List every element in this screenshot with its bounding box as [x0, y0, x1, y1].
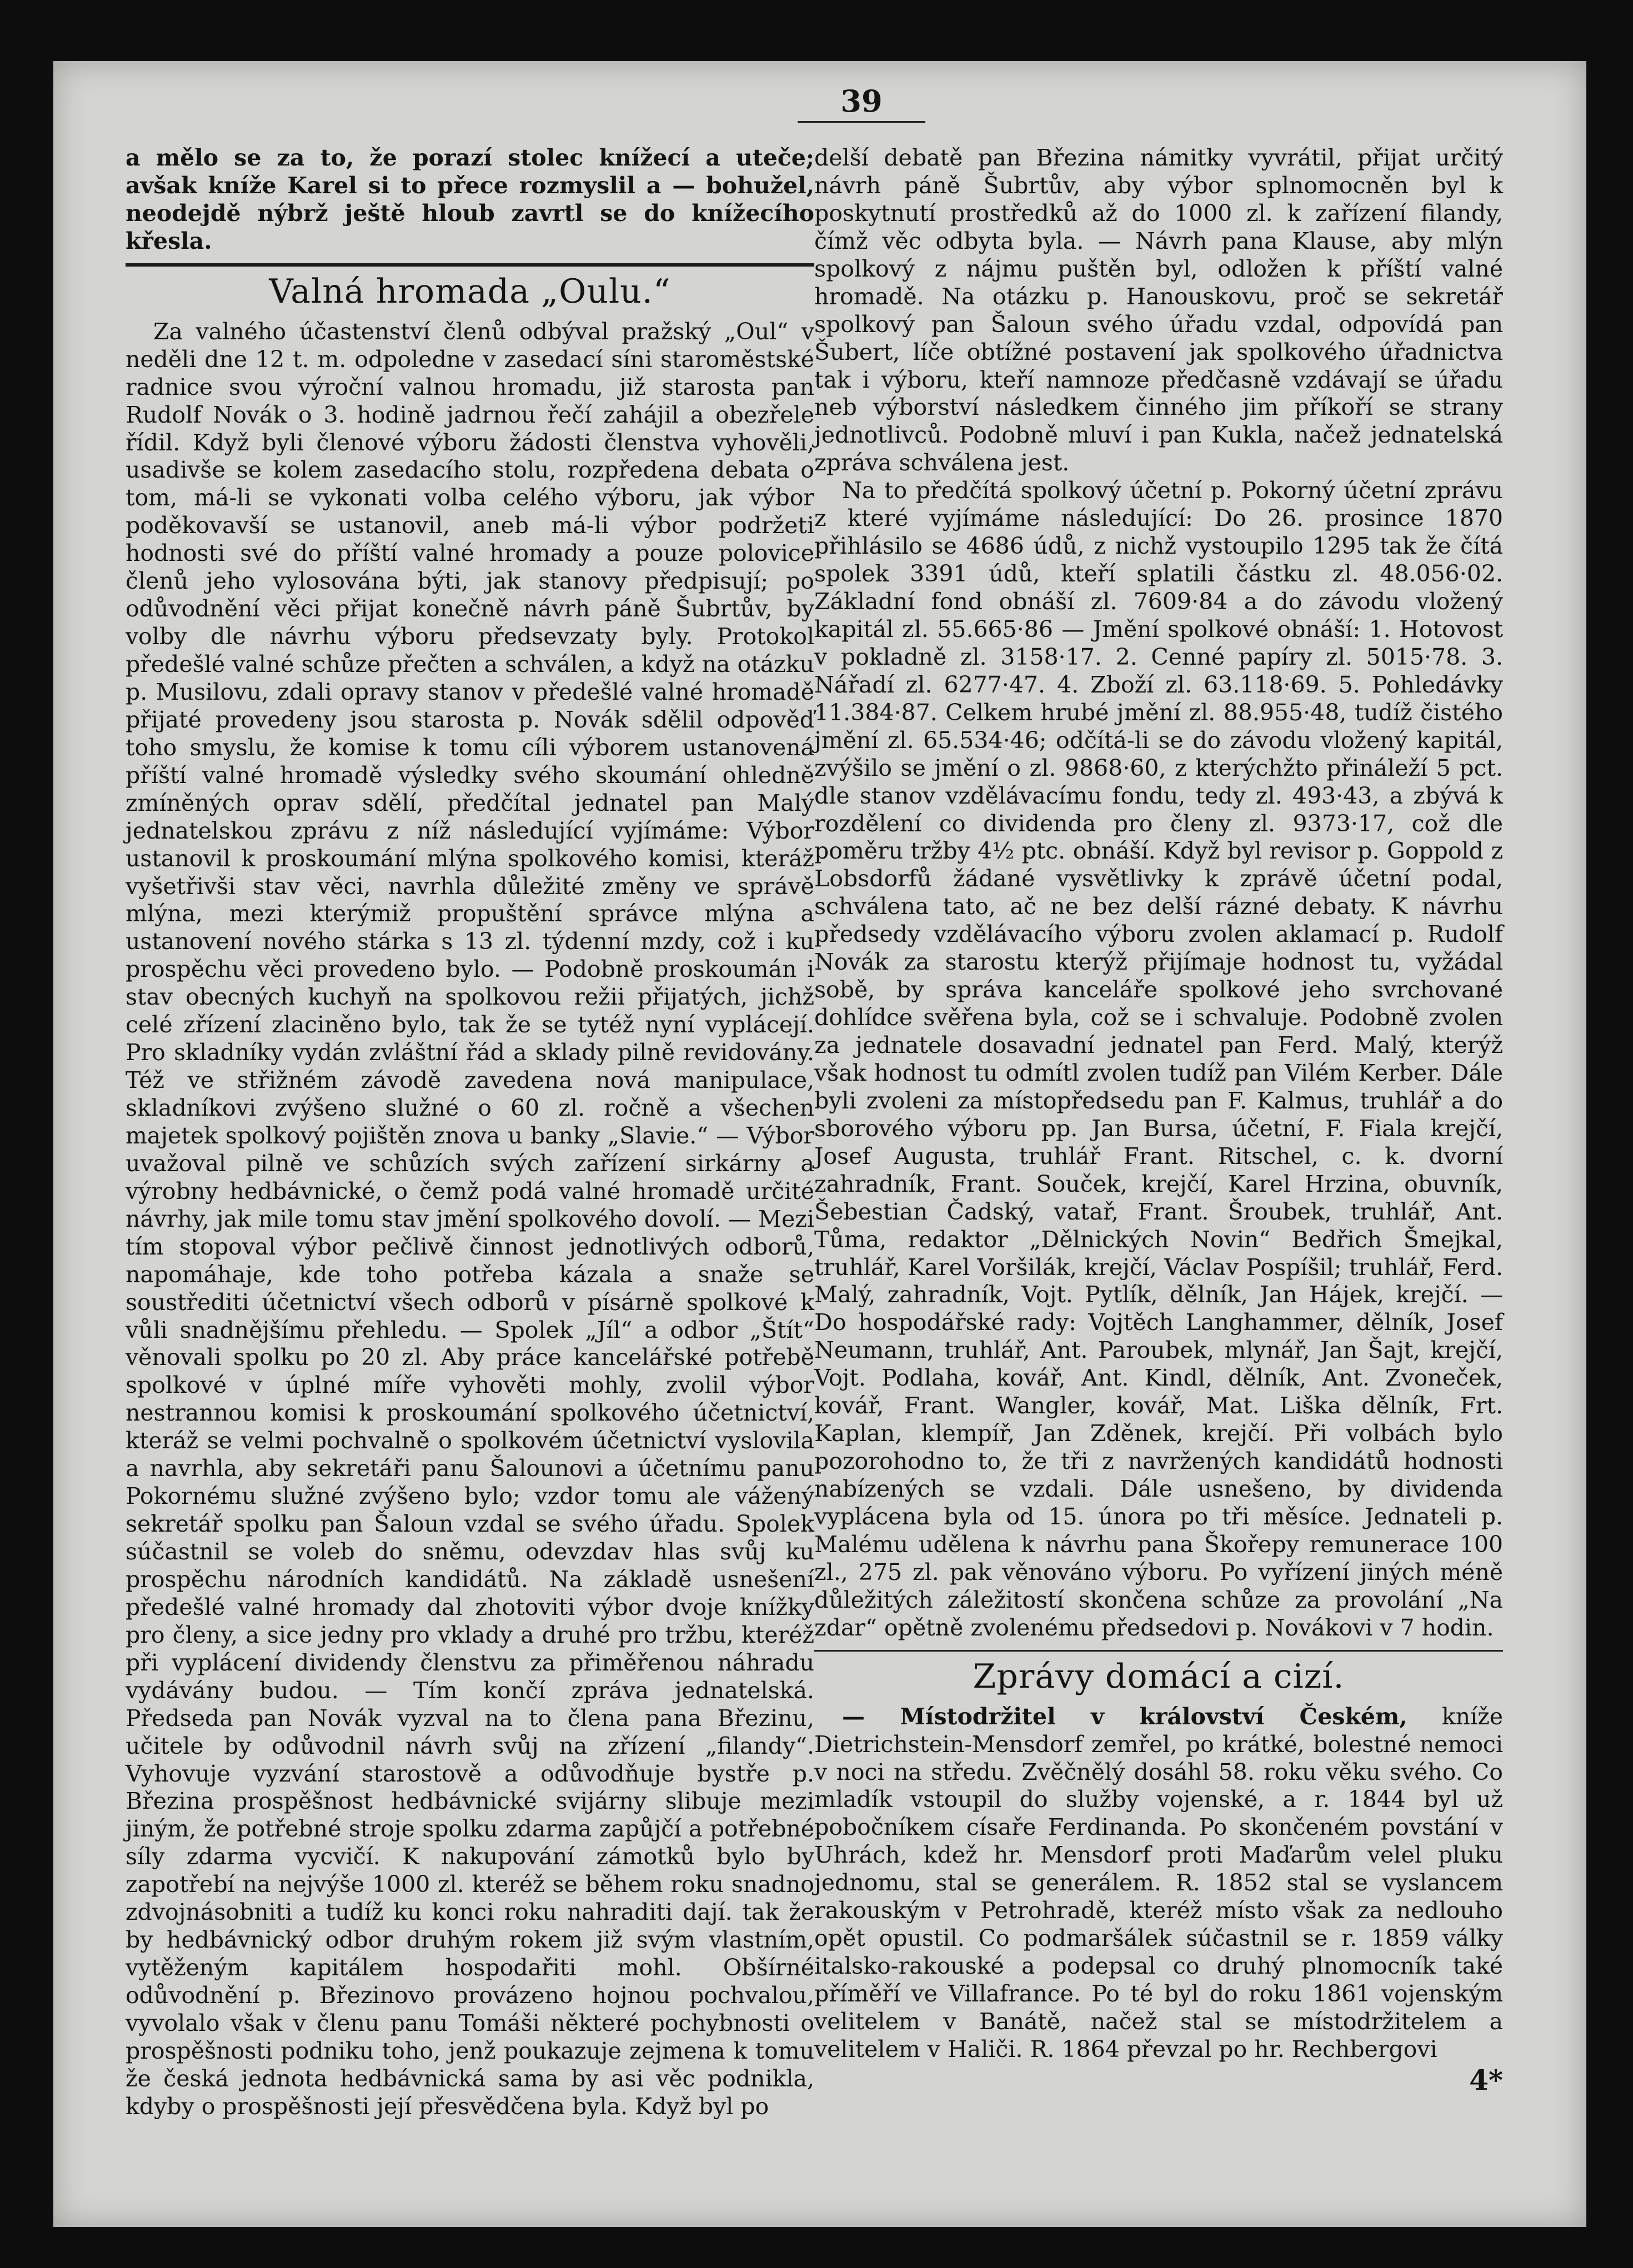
section-title-zpravy: Zprávy domácí a cizí.	[973, 1657, 1345, 1696]
article-continuation: delší debatě pan Březina námitky vyvrátil, přijat určitý návrh páně Šubrtův, aby výbor splnomocněn byl k poskytnutí prostředků až do 1000 zl. k zařízení filandy, čímž věc odbyta byla. — Návrh pana Klause, aby mlýn spolkový z nájmu puštěn byl, odložen k příští valné hromadě. Na otázku p. Hanouskovu, proč se sekretář spolkový pan Šaloun svého úřadu vzdal, odpovídá pan Šubert, líče obtížné postavení jak spolkového úřadnictva tak i výboru, kteří namnoze předčasně vzdávají se úřadu neb výborství následkem činného jim příkoří se strany jednotlivců. Podobně mluví i pan Kukla, načež jednatelská zpráva schválena jest.	[814, 144, 1503, 476]
intro-paragraph: a mělo se za to, že porazí stolec knížecí a uteče; avšak kníže Karel si to přece rozmyslil a — bohužel, neodejdě nýbrž ještě hloub zavrtl se do knížecího křesla.	[126, 144, 814, 254]
news-item	[814, 1703, 1503, 2064]
signature-mark: 4*	[1469, 2063, 1503, 2096]
section-title-valna-hromada: Valná hromada „Oulu.“	[269, 272, 671, 311]
newspaper-page	[53, 61, 1586, 2227]
section-divider	[814, 1650, 1503, 1652]
page-number: 39	[798, 83, 925, 123]
right-column	[814, 144, 1503, 2098]
left-column	[126, 144, 814, 2121]
article-body: Za valného účastenství členů odbýval pražský „Oul“ v neděli dne 12 t. m. odpoledne v zasedací síni staroměstské radnice svou výroční valnou hromadu, již starosta pan Rudolf Novák o 3. hodině jadrnou řečí zahájil a obezřele řídil. Když byli členové výboru žádosti členstva vyhověli, usadivše se kolem zasedacího stolu, rozpředena debata o tom, má-li se vykonati volba celého výboru, jak výbor poděkovavší se ustanovil, aneb má-li výbor podržeti hodnosti své do příští valné hromady a pouze polovice členů jeho vylosována býti, jak stanovy předpisují; po odůvodnění věci přijat konečně návrh páně Šubrtův, by volby dle návrhu výboru předsevzaty byly. Protokol předešlé valné schůze přečten a schválen, a když na otázku p. Musilovu, zdali opravy stanov v předešlé valné hromadě přijaté provedeny jsou starosta p. Novák sdělil odpověď toho smyslu, že komise k tomu cíli výborem ustanovená příští valné hromadě výsledky svého skoumání ohledně zmíněných oprav sdělí, předčítal jednatel pan Malý jednatelskou zprávu z níž následující vyjímáme: Výbor ustanovil k proskoumání mlýna spolkového komisi, kteráž vyšetřivši stav věci, navrhla důležité změny ve správě mlýna, mezi kterýmiž propuštění správce mlýna a ustanovení nového stárka s 13 zl. týdenní mzdy, což i ku prospěchu věci provedeno bylo. — Podobně proskoumán i stav obecných kuchyň na spolkovou režii přijatých, jichž celé zřízení zlaciněno bylo, tak že se tytéž nyní vyplácejí. Pro skladníky vydán zvláštní řád a sklady pilně revidovány. Též ve střižném závodě zavedena nová manipulace, skladníkovi zvýšeno služné o 60 zl. ročně a všechen majetek spolkový pojištěn znova u banky „Slavie.“ — Výbor uvažoval pilně ve schůzích svých zařízení sirkárny a výrobny hedbávnické, o čemž podá valné hromadě určité návrhy, jak mile tomu stav jmění spolkového dovolí. — Mezi tím stopoval výbor pečlivě činnost jednotlivých odborů, napomáhaje, kde toho potřeba kázala a snaže se soustřediti účetnictví všech odborů v písárně spolkové k vůli snadnějšímu přehledu. — Spolek „Jíl“ a odbor „Štít“ věnovali spolku po 20 zl. Aby práce kancelářské potřebě spolkové v úplné míře vyhověti mohly, zvolil výbor nestrannou komisi k proskoumání spolkového účetnictví, kteráž se velmi pochvalně o spolkovém účetnictví vyslovila a navrhla, aby sekretáři panu Šalounovi a účetnímu panu Pokornému služné zvýšeno bylo; vzdor tomu ale vážený sekretář spolku pan Šaloun vzdal se svého úřadu. Spolek súčastnil se voleb do sněmu, odevzdav hlas svůj ku prospěchu národních kandidátů. Na základě usnešení předešlé valné hromady dal zhotoviti výbor dvoje knížky pro členy, a sice jedny pro vklady a druhé pro tržbu, kteréž při vyplácení dividendy členstvu za přiměřenou náhradu vydávány budou. — Tím končí zpráva jednatelská. Předseda pan Novák vyzval na to člena pana Březinu, učitele by odůvodnil návrh svůj na zřízení „filandy“. Vyhovuje vyzvání starostově a odůvodňuje bystře p. Březina prospěšnost hedbávnické svijárny slibuje mezi jiným, že potřebné stroje spolku zdarma zapůjčí a potřebné síly zdarma vycvičí. K nakupování zámotků bylo by zapotřebí na nejvýše 1000 zl. kteréž se během roku snadno zdvojnásobniti a tudíž ku konci roku nahraditi dají. tak že by hedbávnický odbor druhým rokem již svým vlastním, vytěženým kapitálem hospodařiti mohl. Obšírné odůvodnění p. Březinovo provázeno hojnou pochvalou, vyvolalo však v členu panu Tomáši některé pochybnosti o prospěšnosti podniku toho, jenž poukazuje zejmena k tomu že česká jednota hedbávnická sama by asi věc podnikla, kdyby o prospěšnosti její přesvědčena byla. Když byl po	[126, 318, 814, 2120]
section-divider	[126, 263, 814, 267]
news-body: kníže Dietrichstein-Mensdorf zemřel, po krátké, bolestné nemoci v noci na středu. Zvěčnělý dosáhl 58. roku věku svého. Co mladík vstoupil do služby vojenské, a r. 1844 byl už pobočníkem císaře Ferdinanda. Po skončeném povstání v Uhrách, kdež hr. Mensdorf proti Maďarům velel pluku jednomu, stal se generálem. R. 1852 stal se vyslancem rakouským v Petrohradě, kteréž místo však za nedlouho opět opustil. Co podmaršálek súčastnil se r. 1859 války italsko-rakouské a podepsal co druhý plnomocník také příměří ve Villafrance. Po té byl do roku 1861 vojenským velitelem v Banátě, načež stal se místodržitelem a velitelem v Haliči. R. 1864 převzal po hr. Rechbergovi	[814, 1703, 1503, 2063]
accounting-report: Na to předčítá spolkový účetní p. Pokorný účetní zprávu z které vyjímáme následující: Do 26. prosince 1870 přihlásilo se 4686 údů, z nichž vystoupilo 1295 tak že čítá spolek 3391 údů, kteří splatili částku zl. 48.056·02. Základní fond obnáší zl. 7609·84 a do závodu vložený kapitál zl. 55.665·86 — Jmění spolkové obnáší: 1. Hotovost v pokladně zl. 3158·17. 2. Cenné papíry zl. 5015·78. 3. Nářadí zl. 6277·47. 4. Zboží zl. 63.118·69. 5. Pohledávky 11.384·87. Celkem hrubé jmění zl. 88.955·48, tudíž čistého jmění zl. 65.534·46; odčítá-li se do závodu vložený kapitál, zvýšilo se jmění o zl. 9868·60, z kterýchžto přináleží 5 pct. dle stanov vzdělávacímu fondu, tedy zl. 493·43, a zbývá k rozdělení co dividenda pro členy zl. 9373·17, což dle poměru tržby 4½ ptc. obnáší. Když byl revisor p. Goppold z Lobsdorfů žádané vysvětlivky k zprávě účetní podal, schválena tato, ač ne bez delší rázné debaty. K návrhu předsedy vzdělávacího výboru zvolen aklamací p. Rudolf Novák za starostu kterýž přijímaje hodnost tu, vyžádal sobě, by správa kanceláře spolkové jeho svrchované dohlídce svěřena byla, což se i schvaluje. Podobně zvolen za jednatele dosavadní jednatel pan Ferd. Malý, kterýž však hodnost tu odmítl zvolen tudíž pan Vilém Kerber. Dále byli zvoleni za místopředsedu pan F. Kalmus, truhlář a do sborového výboru pp. Jan Bursa, účetní, F. Fiala krejčí, Josef Augusta, truhlář Frant. Ritschel, c. k. dvorní zahradník, Frant. Souček, krejčí, Karel Hrzina, obuvník, Šebestian Čadský, vatař, Frant. Šroubek, truhlář, Ant. Tůma, redaktor „Dělnických Novin“ Bedřich Šmejkal, truhlář, Karel Voršilák, krejčí, Václav Pospíšil; truhlář, Ferd. Malý, zahradník, Vojt. Pytlík, dělník, Jan Hájek, krejčí. — Do hospodářské rady: Vojtěch Langhammer, dělník, Josef Neumann, truhlář, Ant. Paroubek, mlynář, Jan Šajt, krejčí, Vojt. Podlaha, kovář, Ant. Kindl, dělník, Ant. Zvoneček, kovář, Frant. Wangler, kovář, Mat. Liška dělník, Frt. Kaplan, klempíř, Jan Zděnek, krejčí. Při volbách bylo pozorohodno to, že tři z navržených kandidátů hodnosti nabízených se vzdali. Dále usnešeno, by dividenda vyplácena byla od 15. února po tři měsíce. Jednateli p. Malému udělena k návrhu pana Škořepy remunerace 100 zl., 275 zl. pak věnováno výboru. Po vyřízení jiných méně důležitých záležitostí skončena schůze za provolání „Na zdar“ opětně zvolenému předsedovi p. Novákovi v 7 hodin.	[814, 477, 1503, 1641]
news-lead: — Místodržitel v království Českém,	[842, 1703, 1407, 1730]
